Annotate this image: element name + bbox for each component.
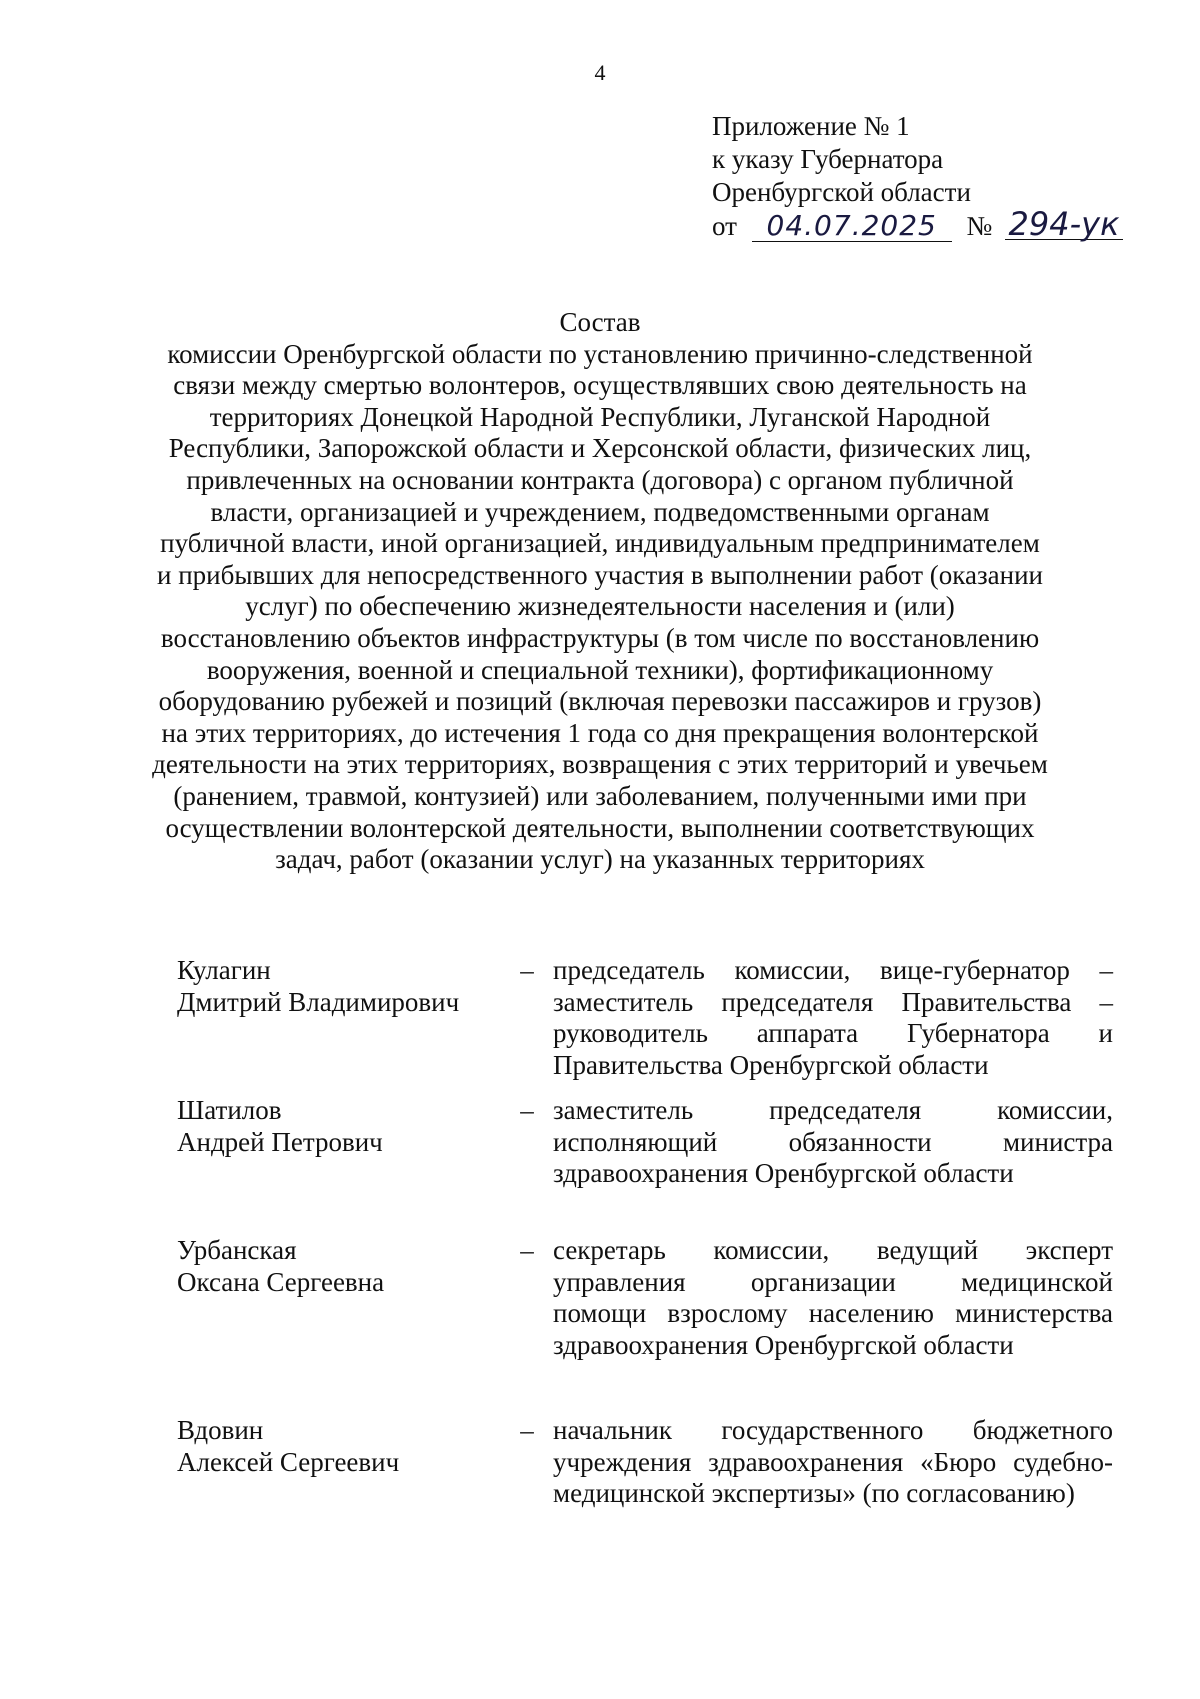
member-surname: Вдовин bbox=[177, 1415, 264, 1445]
role-line: исполняющий обязанности министра bbox=[553, 1126, 1113, 1157]
title-line: осуществлении волонтерской деятельности, выполнении соответствующих bbox=[165, 812, 1035, 843]
title-line: восстановлению объектов инфраструктуры (в том числе по восстановлению bbox=[160, 622, 1040, 653]
title-line: связи между смертью волонтеров, осуществлявших свою деятельность на bbox=[173, 370, 1027, 401]
member-name bbox=[177, 955, 497, 1018]
appendix-title: Приложение № 1 bbox=[712, 111, 910, 141]
role-line: здравоохранения Оренбургской области bbox=[553, 1329, 1014, 1360]
member-entry bbox=[177, 1095, 1117, 1235]
appendix-header bbox=[712, 110, 1152, 243]
page-number: 4 bbox=[594, 60, 606, 85]
member-entry bbox=[177, 1235, 1117, 1415]
title-line: Республики, Запорожской области и Херсонской области, физических лиц, bbox=[168, 433, 1032, 464]
title-line: и прибывших для непосредственного участия в выполнении работ (оказании bbox=[157, 559, 1043, 590]
member-name bbox=[177, 1235, 497, 1298]
member-entry bbox=[177, 955, 1117, 1095]
member-given-names: Дмитрий Владимирович bbox=[177, 986, 460, 1017]
role-line: начальник государственного бюджетного bbox=[553, 1415, 1113, 1445]
document-title bbox=[140, 307, 1060, 876]
member-dash: – bbox=[520, 1235, 534, 1265]
title-line: территориях Донецкой Народной Республики, Луганской Народной bbox=[209, 401, 991, 432]
role-line: заместитель председателя Правительства – bbox=[553, 986, 1113, 1017]
member-given-names: Оксана Сергеевна bbox=[177, 1266, 385, 1297]
appendix-date-number-line bbox=[712, 205, 1152, 243]
member-dash: – bbox=[520, 1095, 534, 1125]
date-prefix: от bbox=[712, 211, 737, 241]
title-line: (ранением, травмой, контузией) или заболеванием, полученными ими при bbox=[173, 780, 1027, 811]
title-line: привлеченных на основании контракта (договора) с органом публичной bbox=[186, 464, 1014, 495]
handwritten-date: 04.07.2025 bbox=[752, 211, 952, 242]
appendix-decree-ref: к указу Губернатора bbox=[712, 144, 944, 174]
member-role bbox=[553, 955, 1113, 1081]
member-given-names: Алексей Сергеевич bbox=[177, 1446, 400, 1477]
member-role bbox=[553, 1095, 1113, 1190]
member-entry bbox=[177, 1415, 1117, 1525]
title-line: власти, организацией и учреждением, подведомственными органам bbox=[210, 496, 990, 527]
member-role bbox=[553, 1415, 1113, 1510]
number-prefix: № bbox=[966, 211, 993, 241]
member-surname: Кулагин bbox=[177, 955, 271, 985]
title-line: услуг) по обеспечению жизнедеятельности населения и (или) bbox=[245, 591, 955, 622]
member-role bbox=[553, 1235, 1113, 1361]
role-line: здравоохранения Оренбургской области bbox=[553, 1158, 1014, 1188]
member-given-names: Андрей Петрович bbox=[177, 1126, 383, 1157]
handwritten-number: 294-ук bbox=[1005, 209, 1123, 240]
appendix-region: Оренбургской области bbox=[712, 177, 971, 207]
title-line: публичной власти, иной организацией, индивидуальным предпринимателем bbox=[160, 528, 1040, 559]
title-line: деятельности на этих территориях, возвращения с этих территорий и увечьем bbox=[152, 749, 1048, 780]
member-surname: Урбанская bbox=[177, 1235, 297, 1265]
member-list bbox=[177, 955, 1117, 1525]
title-line: оборудованию рубежей и позиций (включая перевозки пассажиров и грузов) bbox=[158, 686, 1042, 717]
role-line: учреждения здравоохранения «Бюро судебно- bbox=[553, 1446, 1113, 1477]
member-dash: – bbox=[520, 955, 534, 985]
title-line: на этих территориях, до истечения 1 года со дня прекращения волонтерской bbox=[161, 717, 1039, 748]
role-line: председатель комиссии, вице-губернатор – bbox=[553, 955, 1113, 985]
role-line: заместитель председателя комиссии, bbox=[553, 1095, 1113, 1125]
title-heading: Состав bbox=[559, 307, 641, 337]
role-line: медицинской экспертизы» (по согласованию) bbox=[553, 1478, 1075, 1508]
member-name bbox=[177, 1095, 497, 1158]
member-name bbox=[177, 1415, 497, 1478]
member-dash: – bbox=[520, 1415, 534, 1445]
role-line: Правительства Оренбургской области bbox=[553, 1049, 989, 1080]
role-line: секретарь комиссии, ведущий эксперт bbox=[553, 1235, 1113, 1265]
title-line: комиссии Оренбургской области по установлению причинно-следственной bbox=[167, 338, 1033, 369]
title-line: вооружения, военной и специальной техники), фортификационному bbox=[206, 654, 994, 685]
role-line: управления организации медицинской bbox=[553, 1266, 1113, 1297]
title-line: задач, работ (оказании услуг) на указанных территориях bbox=[275, 844, 925, 875]
role-line: руководитель аппарата Губернатора и bbox=[553, 1018, 1113, 1048]
member-surname: Шатилов bbox=[177, 1095, 282, 1125]
role-line: помощи взрослому населению министерства bbox=[553, 1298, 1113, 1328]
